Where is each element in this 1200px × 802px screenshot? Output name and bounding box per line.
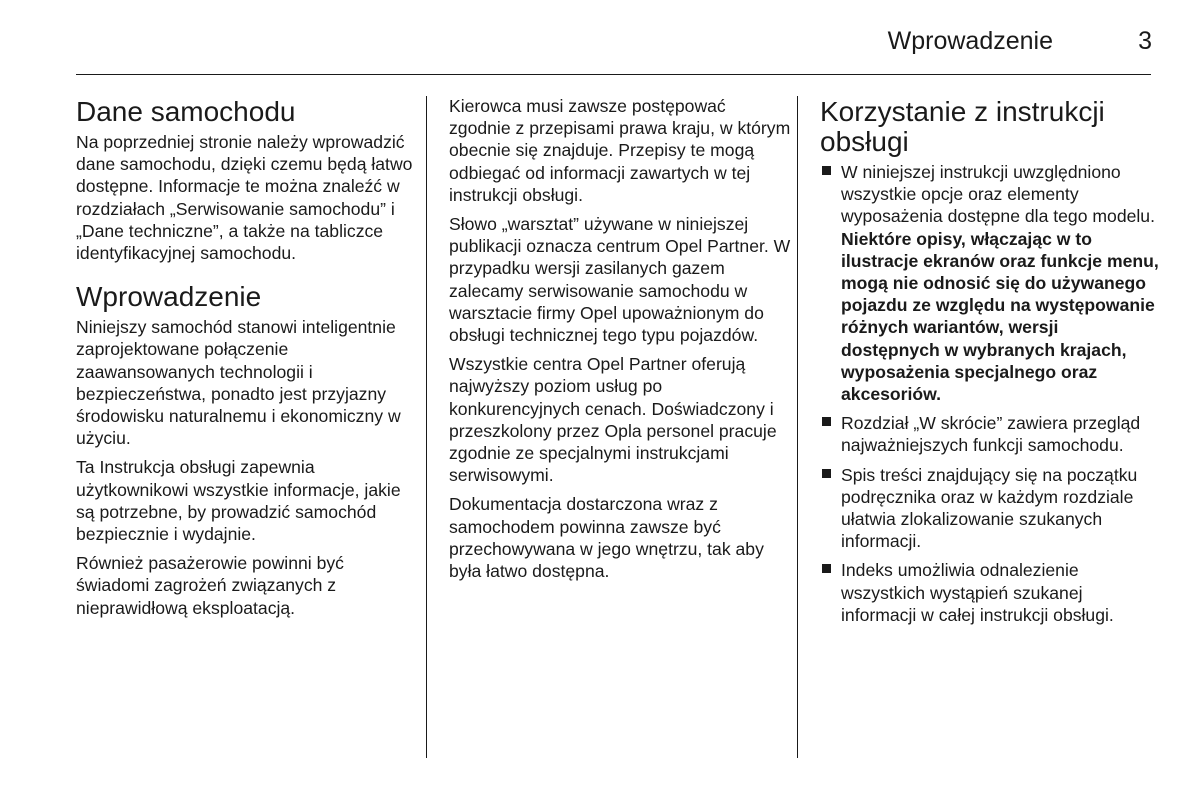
page-number: 3	[1138, 27, 1152, 55]
section-heading-dane-samochodu: Dane samochodu	[76, 96, 296, 127]
square-bullet-icon	[822, 469, 831, 478]
section-heading-wprowadzenie: Wprowadzenie	[76, 281, 262, 313]
bullet-list	[820, 161, 1160, 626]
square-bullet-icon	[822, 166, 831, 175]
list-item	[820, 161, 1160, 405]
list-item-text: Indeks umożliwia odnalezienie wszystkich wystąpień szukanej informacji w całej instrukcji obsługi.	[841, 560, 1114, 625]
running-header-title: Wprowadzenie	[887, 27, 1053, 55]
column-left	[76, 95, 416, 626]
paragraph: Słowo „warsztat” używane w niniejszej publikacji oznacza centrum Opel Partner. W przypadku wersji zasilanych gazem zalecamy serwisowanie samochodu w warsztacie firmy Opel upoważnionym do obsługi technicznej tego typu pojazdów.	[449, 214, 791, 346]
header-divider	[76, 74, 1151, 75]
list-item	[820, 464, 1160, 553]
paragraph: Ta Instrukcja obsługi zapewnia użytkownikowi wszystkie informacje, jakie są potrzebne, by prowadzić samochód bezpiecznie i wydajnie.	[76, 457, 401, 545]
column-middle	[449, 95, 791, 589]
column-divider-left	[426, 96, 427, 758]
column-right	[820, 95, 1160, 633]
section-heading-korzystanie-z-instrukcji: Korzystanie z instrukcji obsługi	[820, 96, 1105, 157]
paragraph: Również pasażerowie powinni być świadomi zagrożeń związanych z nieprawidłową eksploatacją.	[76, 553, 344, 618]
paragraph: Niniejszy samochód stanowi inteligentnie zaprojektowane połączenie zaawansowanych technologii i bezpieczeństwa, ponadto jest przyjazny środowisku naturalnemu i ekonomiczny w użyciu.	[76, 317, 401, 449]
square-bullet-icon	[822, 417, 831, 426]
list-item-text: Rozdział „W skrócie” zawiera przegląd najważniejszych funkcji samochodu.	[841, 413, 1141, 456]
list-item-bold-text: Niektóre opisy, włączając w to ilustracje ekranów oraz funkcje menu, mogą nie odnosić się do używanego pojazdu ze względu na występowanie różnych wariantów, wersji dostępnych w wybranych krajach, wyposażenia specjalnego oraz akcesoriów.	[841, 228, 1159, 405]
paragraph: Kierowca musi zawsze postępować zgodnie z przepisami prawa kraju, w którym obecnie się znajduje. Przepisy te mogą odbiegać od informacji zawartych w tej instrukcji obsługi.	[449, 96, 791, 205]
list-item-text: Spis treści znajdujący się na początku podręcznika oraz w każdym rozdziale ułatwia zlokalizowanie szukanych informacji.	[841, 464, 1138, 552]
paragraph: Wszystkie centra Opel Partner oferują najwyższy poziom usług po konkurencyjnych cenach. Doświadczony i przeszkolony przez Opla personel pracuje zgodnie ze specjalnymi instrukcjami serwisowymi.	[449, 354, 777, 486]
paragraph: Na poprzedniej stronie należy wprowadzić dane samochodu, dzięki czemu będą łatwo dostępne. Informacje te można znaleźć w rozdziałach „Serwisowanie samochodu” i „Dane techniczne”, a także na tabliczce identyfikacyjnej samochodu.	[76, 132, 413, 264]
list-item	[820, 412, 1160, 456]
square-bullet-icon	[822, 564, 831, 573]
paragraph: Dokumentacja dostarczona wraz z samochodem powinna zawsze być przechowywana w jego wnętrzu, tak aby była łatwo dostępna.	[449, 494, 764, 582]
list-item	[820, 559, 1160, 626]
list-item-text: W niniejszej instrukcji uwzględniono wszystkie opcje oraz elementy wyposażenia dostępne dla tego modelu.	[841, 162, 1155, 227]
column-divider-right	[797, 96, 798, 758]
